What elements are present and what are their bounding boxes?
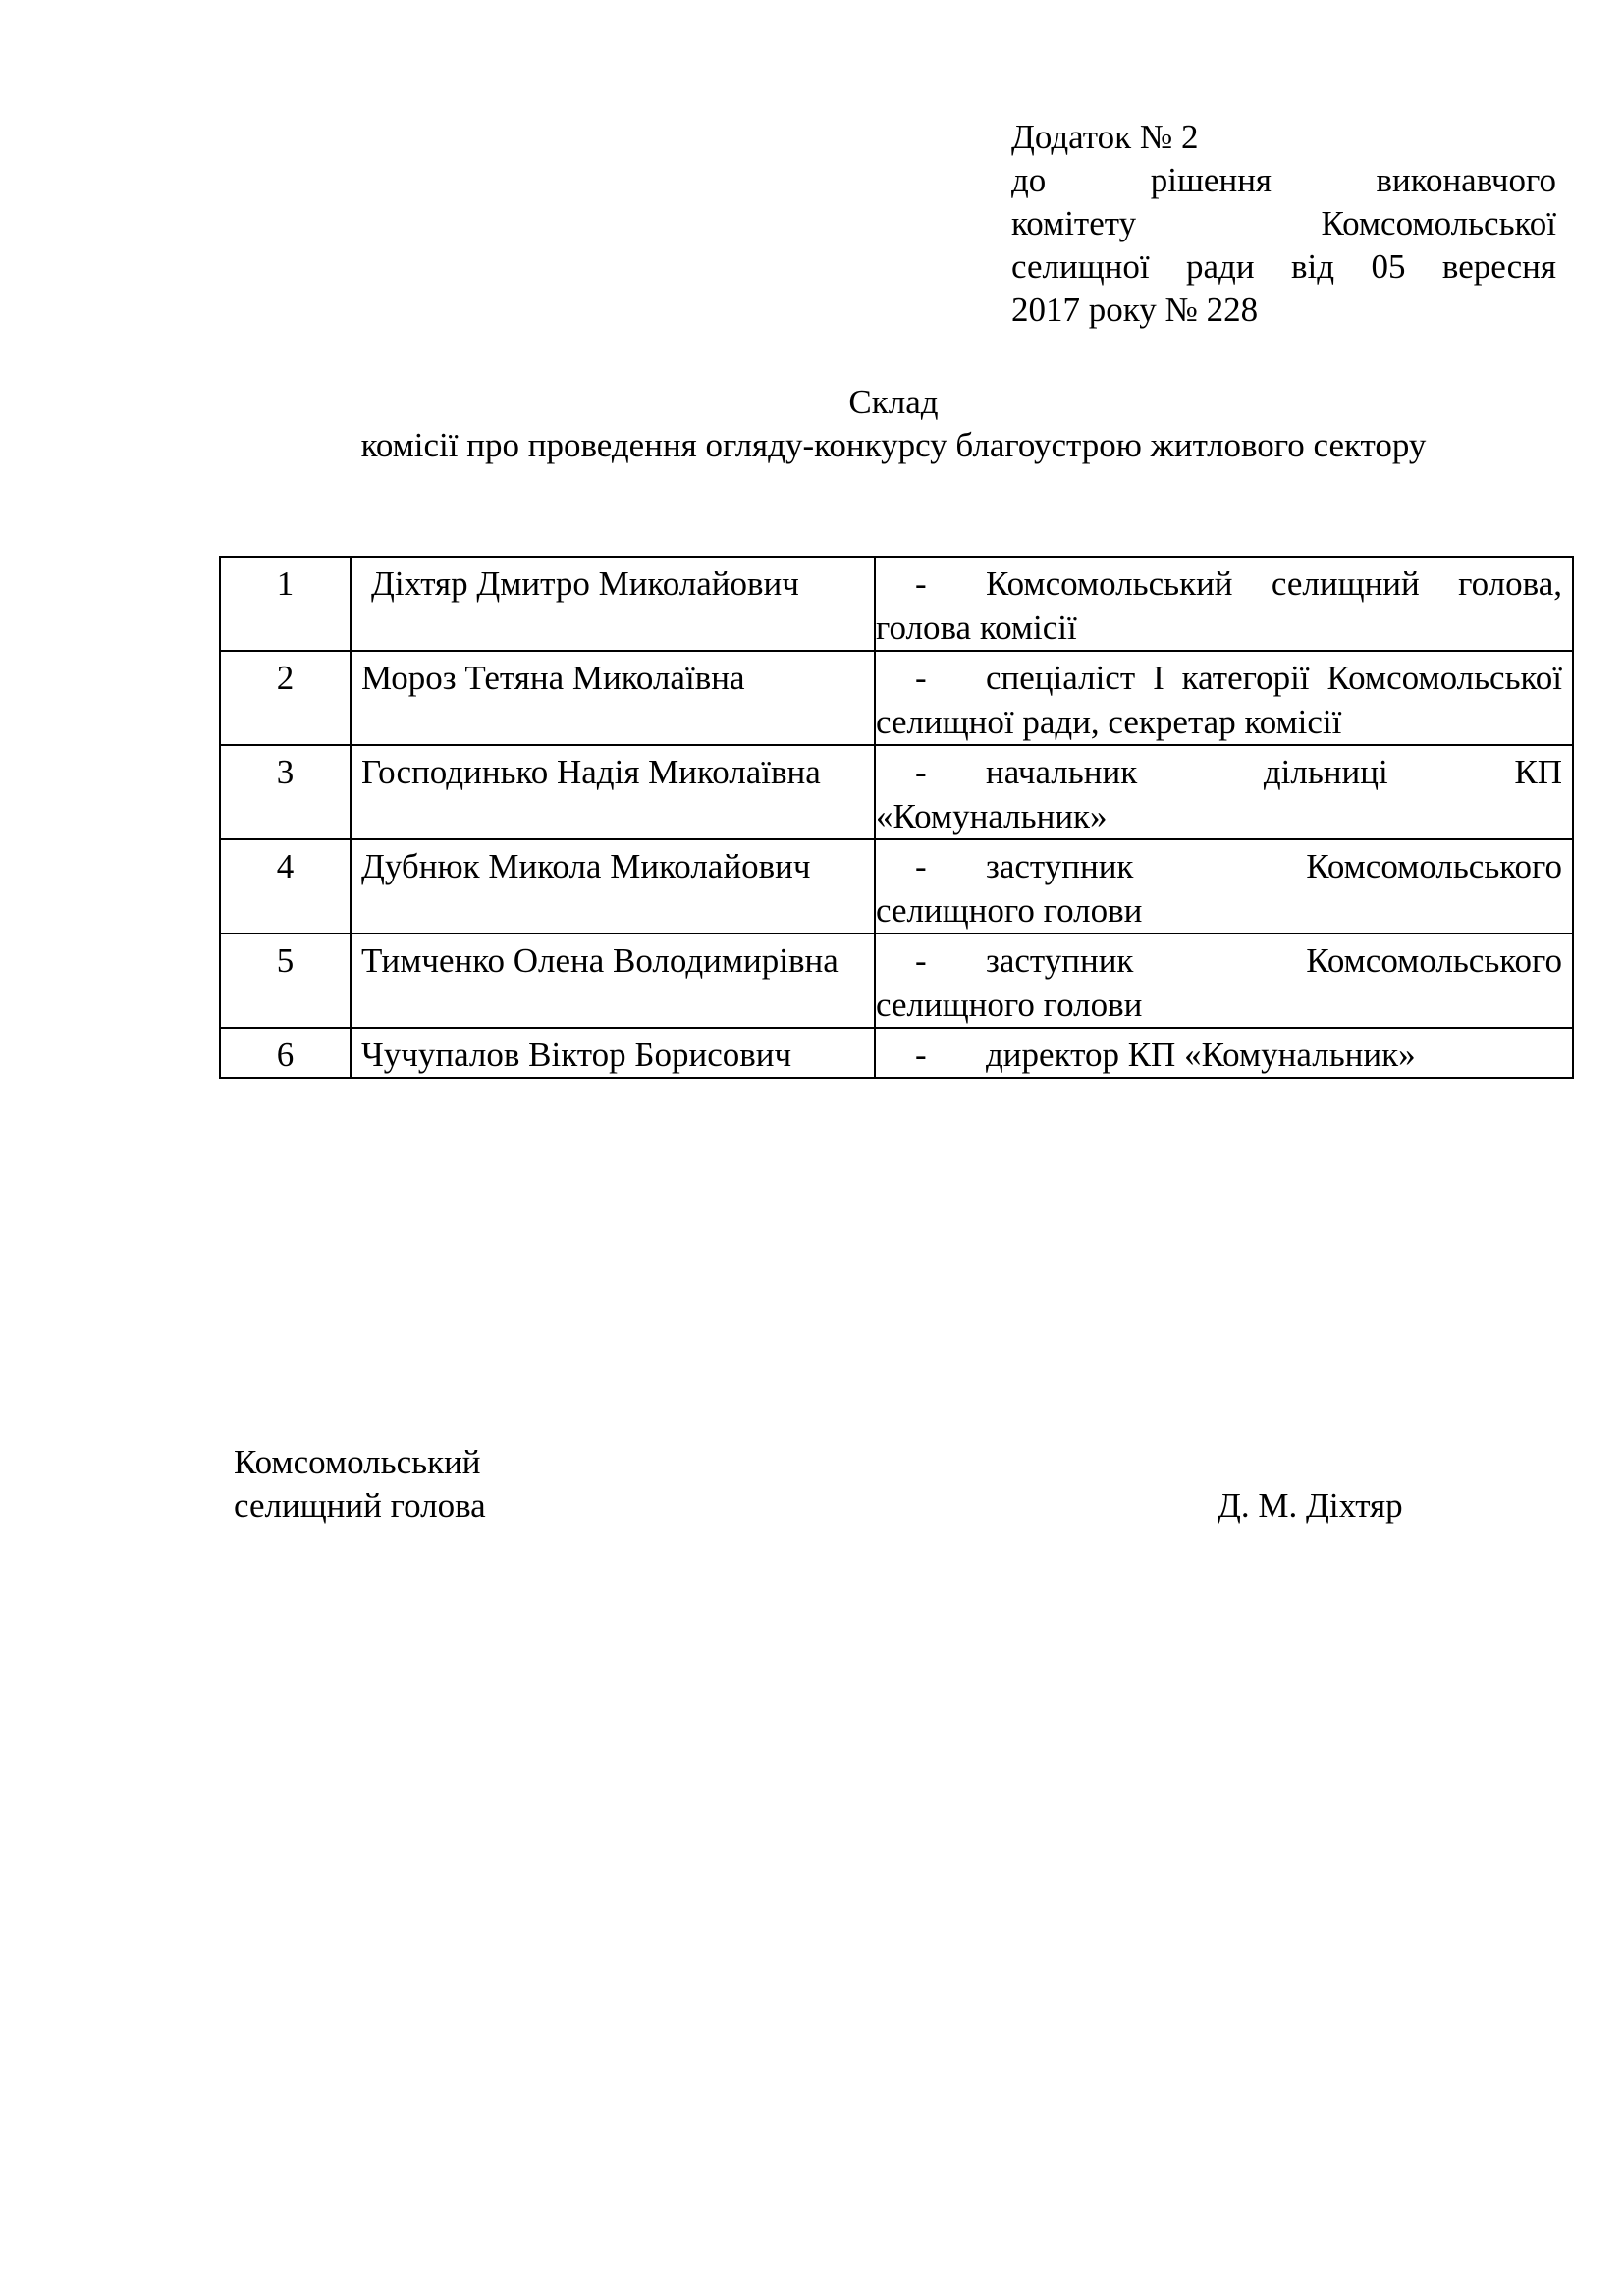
member-number: 5 <box>220 934 351 1028</box>
member-role-cell <box>875 745 1573 839</box>
member-number: 6 <box>220 1028 351 1078</box>
table-row <box>220 651 1573 745</box>
commission-members-table <box>219 556 1574 1079</box>
member-role-cell <box>875 557 1573 651</box>
table-row <box>220 745 1573 839</box>
member-number: 2 <box>220 651 351 745</box>
annex-block <box>1011 116 1556 332</box>
member-role: начальник дільниці КП «Комунальник» <box>876 753 1562 835</box>
member-role-cell <box>875 934 1573 1028</box>
annex-title: Додаток № 2 <box>1011 118 1199 156</box>
member-role: заступник Комсомольського селищного голови <box>876 941 1562 1024</box>
member-name: Господинько Надія Миколаївна <box>351 745 875 839</box>
signer-position-line-2: селищний голова <box>234 1486 486 1524</box>
table-row <box>220 934 1573 1028</box>
member-name: Мороз Тетяна Миколаївна <box>351 651 875 745</box>
annex-line: комітету Комсомольської <box>1011 204 1556 242</box>
table-row <box>220 1028 1573 1078</box>
role-dash: - <box>915 564 927 603</box>
role-dash: - <box>915 941 927 980</box>
document-title: Склад <box>848 383 939 421</box>
member-role: директор КП «Комунальник» <box>986 1036 1416 1074</box>
table-row <box>220 839 1573 934</box>
member-role-cell <box>875 839 1573 934</box>
member-role: спеціаліст І категорії Комсомольської селищної ради, секретар комісії <box>876 659 1562 741</box>
member-name: Діхтяр Дмитро Миколайович <box>351 557 875 651</box>
document-subtitle: комісії про проведення огляду-конкурсу благоустрою житлового сектору <box>360 426 1427 464</box>
role-dash: - <box>915 659 927 697</box>
member-role: Комсомольський селищний голова, голова комісії <box>876 564 1562 647</box>
role-dash: - <box>915 1036 927 1074</box>
member-role: заступник Комсомольського селищного голови <box>876 847 1562 930</box>
member-name: Тимченко Олена Володимирівна <box>351 934 875 1028</box>
role-dash: - <box>915 847 927 885</box>
annex-line: до рішення виконавчого <box>1011 161 1556 199</box>
member-name: Дубнюк Микола Миколайович <box>351 839 875 934</box>
signature-position <box>234 1441 486 1527</box>
annex-line: селищної ради від 05 вересня <box>1011 247 1556 286</box>
role-dash: - <box>915 753 927 791</box>
member-number: 1 <box>220 557 351 651</box>
member-name: Чучупалов Віктор Борисович <box>351 1028 875 1078</box>
member-number: 3 <box>220 745 351 839</box>
document-heading <box>0 381 1624 467</box>
member-role-cell <box>875 1028 1573 1078</box>
annex-line: 2017 року № 228 <box>1011 291 1259 329</box>
signer-position-line-1: Комсомольський <box>234 1443 481 1481</box>
table-row <box>220 557 1573 651</box>
signer-name: Д. М. Діхтяр <box>1218 1486 1403 1524</box>
member-role-cell <box>875 651 1573 745</box>
member-number: 4 <box>220 839 351 934</box>
